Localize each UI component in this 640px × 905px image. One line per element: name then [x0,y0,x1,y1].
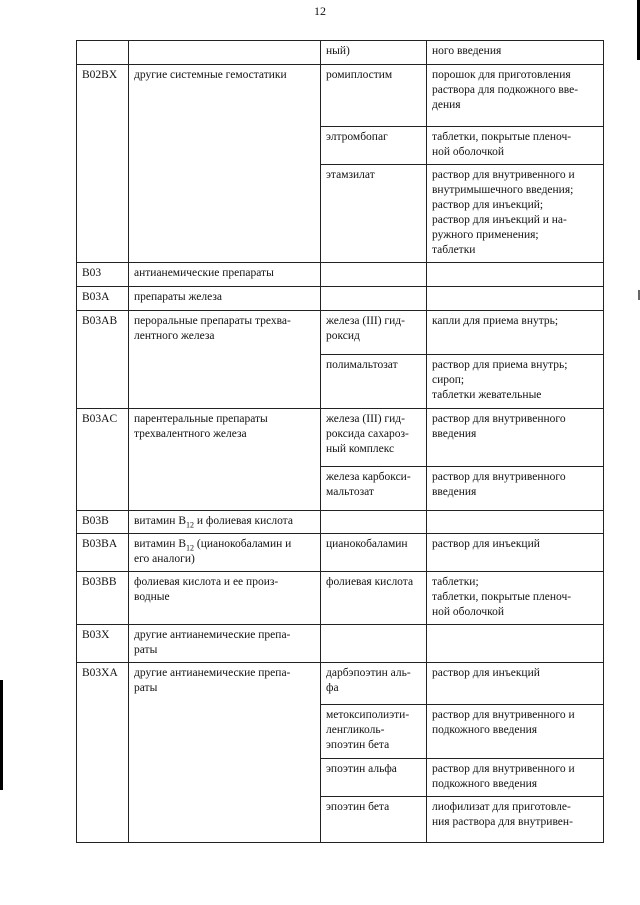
form-line: таблетки [432,244,476,256]
group-line: витамин $B_{12}$ и фолиевая кислота [134,515,293,530]
table-row [77,263,604,287]
dosage-form-cell [427,65,604,127]
drug-name-cell [321,127,427,165]
form-line: раствор для внутривенного и [432,709,575,721]
table-row [77,625,604,663]
drug-line: железа карбокси- [326,471,411,483]
drug-line: полимальтозат [326,359,398,371]
dosage-form-cell [427,705,604,759]
atc-code-cell: B03XA [77,663,129,843]
drug-name-cell [321,797,427,843]
group-line: витамин $B_{12}$ (цианокобаламин и [134,538,292,553]
table-row [77,65,604,127]
form-line: раствор для внутривенного [432,413,566,425]
drug-name-cell [321,511,427,534]
form-line: раствор для инъекций [432,667,540,679]
form-line: ружного применения; [432,229,539,241]
drug-name-cell [321,759,427,797]
drug-line: ный) [326,45,350,57]
dosage-form-cell [427,511,604,534]
dosage-form-cell [427,287,604,311]
form-line: лиофилизат для приготовле- [432,801,571,813]
drug-line: ромиплостим [326,69,393,81]
table-row [77,572,604,625]
group-name-cell [129,287,321,311]
atc-code-cell [77,41,129,65]
group-name-cell [129,534,321,572]
drug-line: фолиевая кислота [326,576,414,588]
form-line: подкожного введения [432,724,538,736]
form-line: таблетки жевательные [432,389,542,401]
group-line: парентеральные препараты [134,413,268,425]
group-name-cell [129,263,321,287]
group-name-cell [129,41,321,65]
dosage-form-cell [427,355,604,409]
form-line: раствор для внутривенного [432,471,566,483]
atc-code-cell: B03AC [77,409,129,511]
table-row [77,534,604,572]
group-line: другие системные гемостатики [134,69,287,81]
drug-name-cell [321,534,427,572]
atc-code-cell: B02BX [77,65,129,263]
dosage-form-cell [427,625,604,663]
drug-line: роксида сахароз- [326,428,409,440]
drug-line: эпоэтин бета [326,739,390,751]
drug-name-cell [321,705,427,759]
table-row [77,287,604,311]
group-name-cell [129,572,321,625]
group-line: препараты железа [134,291,222,303]
form-line: раствор для внутривенного и [432,169,575,181]
drug-line: железа (III) гид- [326,413,405,425]
drug-name-cell [321,355,427,409]
form-line: ной оболочкой [432,606,505,618]
page-number: 12 [314,4,326,18]
group-line: раты [134,644,158,656]
drug-line: метоксиполиэти- [326,709,410,721]
table-row [77,663,604,705]
atc-code-cell: B03A [77,287,129,311]
dosage-form-cell [427,263,604,287]
drug-line: роксид [326,330,360,342]
form-line: раствор для инъекций [432,538,540,550]
table-row [77,511,604,534]
group-line: антианемические препараты [134,267,274,279]
scan-edge-mark [0,680,3,790]
form-line: раствор для инъекций; [432,199,544,211]
atc-code-cell: B03BA [77,534,129,572]
group-line: его аналоги) [134,553,195,565]
form-line: подкожного введения [432,778,538,790]
form-line: раствор для приема внутрь; [432,359,568,371]
drug-table [76,40,604,843]
group-line: раты [134,682,158,694]
dosage-form-cell [427,663,604,705]
group-name-cell [129,65,321,263]
dosage-form-cell [427,165,604,263]
dosage-form-cell [427,759,604,797]
drug-name-cell [321,41,427,65]
drug-line: ный комплекс [326,443,395,455]
group-name-cell [129,663,321,843]
drug-line: элтромбопаг [326,131,388,143]
form-line: таблетки, покрытые пленоч- [432,591,572,603]
form-line: таблетки, покрытые пленоч- [432,131,572,143]
table-row [77,409,604,467]
atc-code-cell: B03BB [77,572,129,625]
group-line: пероральные препараты трехва- [134,315,291,327]
dosage-form-cell [427,41,604,65]
drug-name-cell [321,467,427,511]
form-line: ния раствора для внутривен- [432,816,573,828]
form-line: раствор для внутривенного и [432,763,575,775]
form-line: порошок для приготовления [432,69,571,81]
form-line: дения [432,99,461,111]
drug-line: фа [326,682,339,694]
group-line: водные [134,591,170,603]
group-line: фолиевая кислота и ее произ- [134,576,279,588]
form-line: введения [432,428,477,440]
drug-name-cell [321,65,427,127]
dosage-form-cell [427,467,604,511]
form-line: раствор для инъекций и на- [432,214,567,226]
form-line: капли для приема внутрь; [432,315,559,327]
drug-line: дарбэпоэтин аль- [326,667,411,679]
group-line: трехвалентного железа [134,428,247,440]
drug-line: эпоэтин бета [326,801,390,813]
group-name-cell [129,511,321,534]
drug-name-cell [321,263,427,287]
dosage-form-cell [427,534,604,572]
atc-code-cell: B03B [77,511,129,534]
dosage-form-cell [427,409,604,467]
drug-name-cell [321,165,427,263]
atc-code-cell: B03X [77,625,129,663]
drug-line: эпоэтин альфа [326,763,397,775]
group-line: другие антианемические препа- [134,667,291,679]
table-row [77,41,604,65]
drug-line: мальтозат [326,486,374,498]
dosage-form-cell [427,572,604,625]
dosage-form-cell [427,311,604,355]
drug-name-cell [321,572,427,625]
drug-name-cell [321,409,427,467]
form-line: сироп; [432,374,465,386]
form-line: внутримышечного введения; [432,184,574,196]
form-line: ной оболочкой [432,146,505,158]
table-row [77,311,604,355]
form-line: введения [432,486,477,498]
group-line: другие антианемические препа- [134,629,291,641]
drug-name-cell [321,663,427,705]
drug-line: железа (III) гид- [326,315,405,327]
drug-line: этамзилат [326,169,375,181]
drug-name-cell [321,287,427,311]
group-name-cell [129,311,321,409]
group-name-cell [129,625,321,663]
form-line: ного введения [432,45,502,57]
drug-line: ленгликоль- [326,724,385,736]
form-line: раствора для подкожного вве- [432,84,579,96]
group-line: лентного железа [134,330,215,342]
group-name-cell [129,409,321,511]
atc-code-cell: B03AB [77,311,129,409]
drug-table-body [77,41,604,843]
drug-name-cell [321,625,427,663]
dosage-form-cell [427,797,604,843]
atc-code-cell: B03 [77,263,129,287]
form-line: таблетки; [432,576,479,588]
dosage-form-cell [427,127,604,165]
drug-line: цианокобаламин [326,538,408,550]
drug-name-cell [321,311,427,355]
